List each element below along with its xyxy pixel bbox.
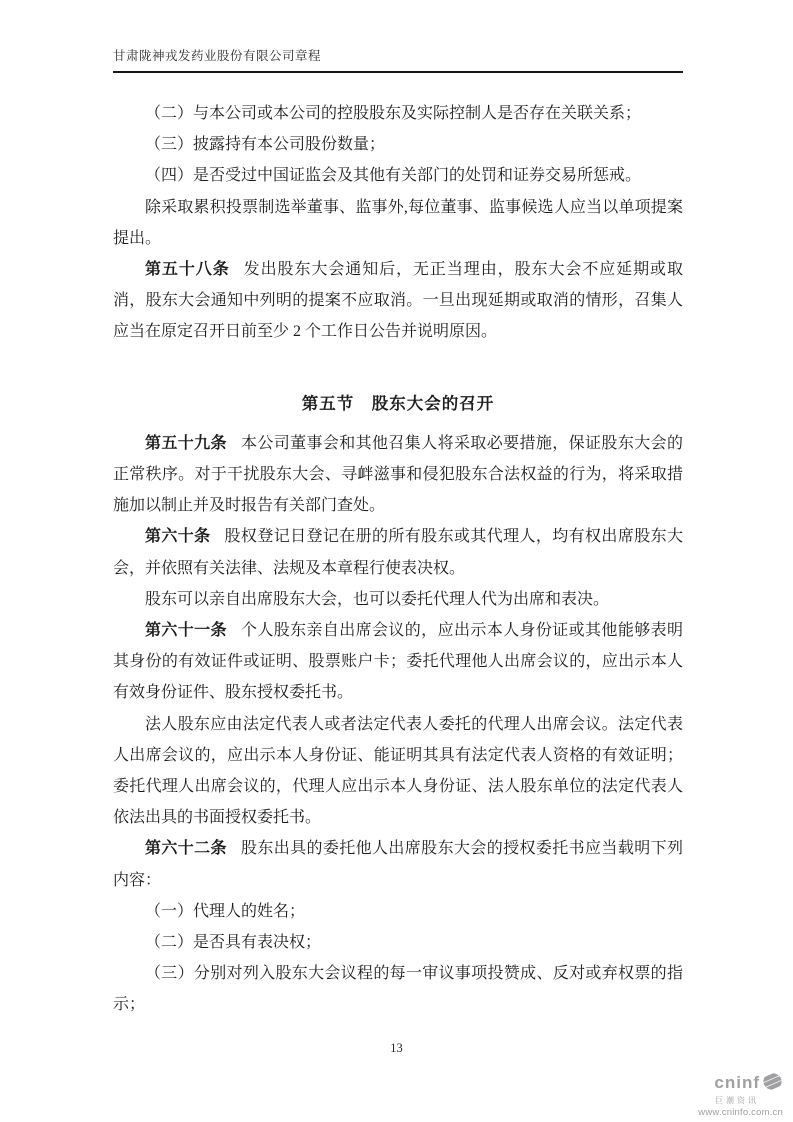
article-paragraph: 第五十九条 本公司董事会和其他召集人将采取必要措施，保证股东大会的正常秩序。对于干扰股东大会、寻衅滋事和侵犯股东合法权益的行为，将采取措施加以制止并及时报告有关部门查处。 xyxy=(113,434,683,515)
section-heading: 第五节 股东大会的召开 xyxy=(301,393,495,413)
article-number: 第五十八条 xyxy=(145,261,230,279)
list-item-paragraph: （二）是否具有表决权； xyxy=(145,934,322,952)
cninfo-swirl-icon xyxy=(762,1072,783,1096)
page-number: 13 xyxy=(390,1041,403,1055)
cninfo-logo-name-cn: 巨潮资讯 xyxy=(715,1095,759,1105)
cninfo-logo-url: www.cninfo.com.cn xyxy=(698,1107,783,1119)
article-number: 第六十条 xyxy=(145,528,211,546)
list-item-paragraph: （三）分别对列入股东大会议程的每一审议事项投赞成、反对或弃权票的指示； xyxy=(113,965,683,1014)
article-number: 第六十二条 xyxy=(145,840,227,858)
article-paragraph: 第六十条 股权登记日登记在册的所有股东或其代理人，均有权出席股东大会，并依照有关法律、法规及本章程行使表决权。 xyxy=(113,528,683,577)
header-title: 甘肃陇神戎发药业股份有限公司章程 xyxy=(113,48,683,73)
list-item-paragraph: （三）披露持有本公司股份数量； xyxy=(145,136,386,154)
cninfo-logo-text: cninf xyxy=(714,1073,760,1093)
cninfo-logo xyxy=(673,1072,783,1119)
page-header xyxy=(113,48,683,73)
list-item-paragraph: （四）是否受过中国证监会及其他有关部门的处罚和证券交易所惩戒。 xyxy=(145,167,642,185)
body-paragraph: 股东可以亲自出席股东大会，也可以委托代理人代为出席和表决。 xyxy=(145,590,610,608)
list-item-paragraph: （一）代理人的姓名； xyxy=(145,902,306,920)
body-paragraph: 除采取累积投票制选举董事、监事外,每位董事、监事候选人应当以单项提案提出。 xyxy=(113,198,683,247)
cninfo-logo-row xyxy=(673,1072,783,1096)
list-item-paragraph: （二）与本公司或本公司的控股股东及实际控制人是否存在关联关系； xyxy=(145,105,642,122)
body-paragraph: 法人股东应由法定代表人或者法定代表人委托的代理人出席会议。法定代表人出席会议的，应出示本人身份证、能证明其具有法定代表人资格的有效证明；委托代理人出席会议的，代理人应出示本人身份证、法人股东单位的法定代表人依法出具的书面授权委托书。 xyxy=(113,715,683,827)
article-paragraph: 第六十一条 个人股东亲自出席会议的，应出示本人身份证或其他能够表明其身份的有效证件或证明、股票账户卡；委托代理他人出席会议的，应出示本人有效身份证件、股东授权委托书。 xyxy=(113,622,683,702)
article-paragraph: 第五十八条 发出股东大会通知后，无正当理由，股东大会不应延期或取消，股东大会通知中列明的提案不应取消。一旦出现延期或取消的情形，召集人应当在原定召开日前至少 2 个工作日公告并说明原因。 xyxy=(113,261,683,341)
article-number: 第五十九条 xyxy=(145,434,227,452)
article-number: 第六十一条 xyxy=(145,622,227,640)
article-paragraph: 第六十二条 股东出具的委托他人出席股东大会的授权委托书应当载明下列内容： xyxy=(113,840,683,889)
document-body xyxy=(113,98,683,1021)
